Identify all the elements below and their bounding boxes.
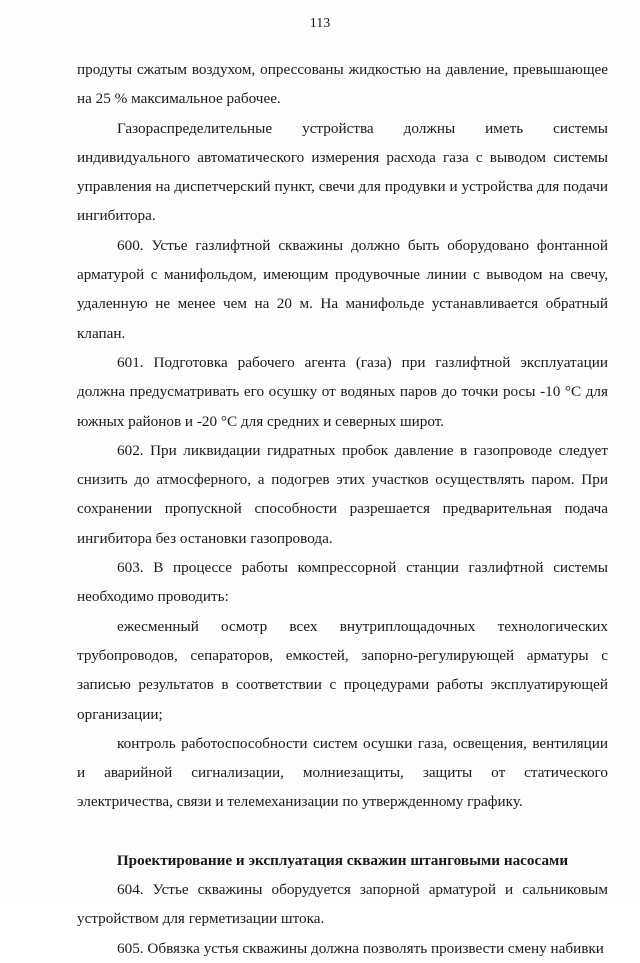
paragraph-605: 605. Обвязка устья скважины должна позволять произвести смену набивки — [117, 939, 604, 957]
paragraph-600: 600. Устье газлифтной скважины должно быть оборудовано фонтанной арматурой с манифольдом, имеющим продувочные линии с выводом на свечу, удаленную не менее чем на 20 м. На манифольде устанавливается обратный клапан. — [77, 236, 608, 342]
paragraph-continuation: продуты сжатым воздухом, опрессованы жидкостью на давление, превышающее на 25 % максимальное рабочее. — [77, 61, 608, 108]
document-body — [77, 55, 608, 963]
paragraph-604: 604. Устье скважины оборудуется запорной арматурой и сальниковым устройством для герметизации штока. — [77, 881, 608, 928]
paragraph-gas-distribution: Газораспределительные устройства должны иметь системы индивидуального автоматического измерения расхода газа с выводом системы управления на диспетчерский пункт, свечи для продувки и устройства для подачи ингибитора. — [77, 119, 608, 225]
paragraph-602: 602. При ликвидации гидратных пробок давление в газопроводе следует снизить до атмосферного, а подогрев этих участков осуществлять паром. При сохранении пропускной способности разрешается предварительная подача ингибитора без остановки газопровода. — [77, 441, 608, 547]
paragraph-603: 603. В процессе работы компрессорной станции газлифтной системы необходимо проводить: — [77, 559, 608, 606]
section-heading: Проектирование и эксплуатация скважин штанговыми насосами — [116, 851, 569, 869]
list-item-control: контроль работоспособности систем осушки газа, освещения, вентиляции и аварийной сигнализации, молниезащиты, защиты от статического электричества, связи и телемеханизации по утвержденному графику. — [77, 734, 608, 811]
paragraph-601: 601. Подготовка рабочего агента (газа) при газлифтной эксплуатации должна предусматривать его осушку от водяных паров до точки росы -10 °С для южных районов и -20 °С для средних и северных широт. — [77, 353, 608, 430]
page-number: 113 — [309, 16, 331, 31]
list-item-inspection: ежесменный осмотр всех внутриплощадочных технологических трубопроводов, сепараторов, емкостей, запорно-регулирующей арматуры с записью результатов в соответствии с процедурами работы эксплуатирующей организации; — [77, 617, 608, 723]
